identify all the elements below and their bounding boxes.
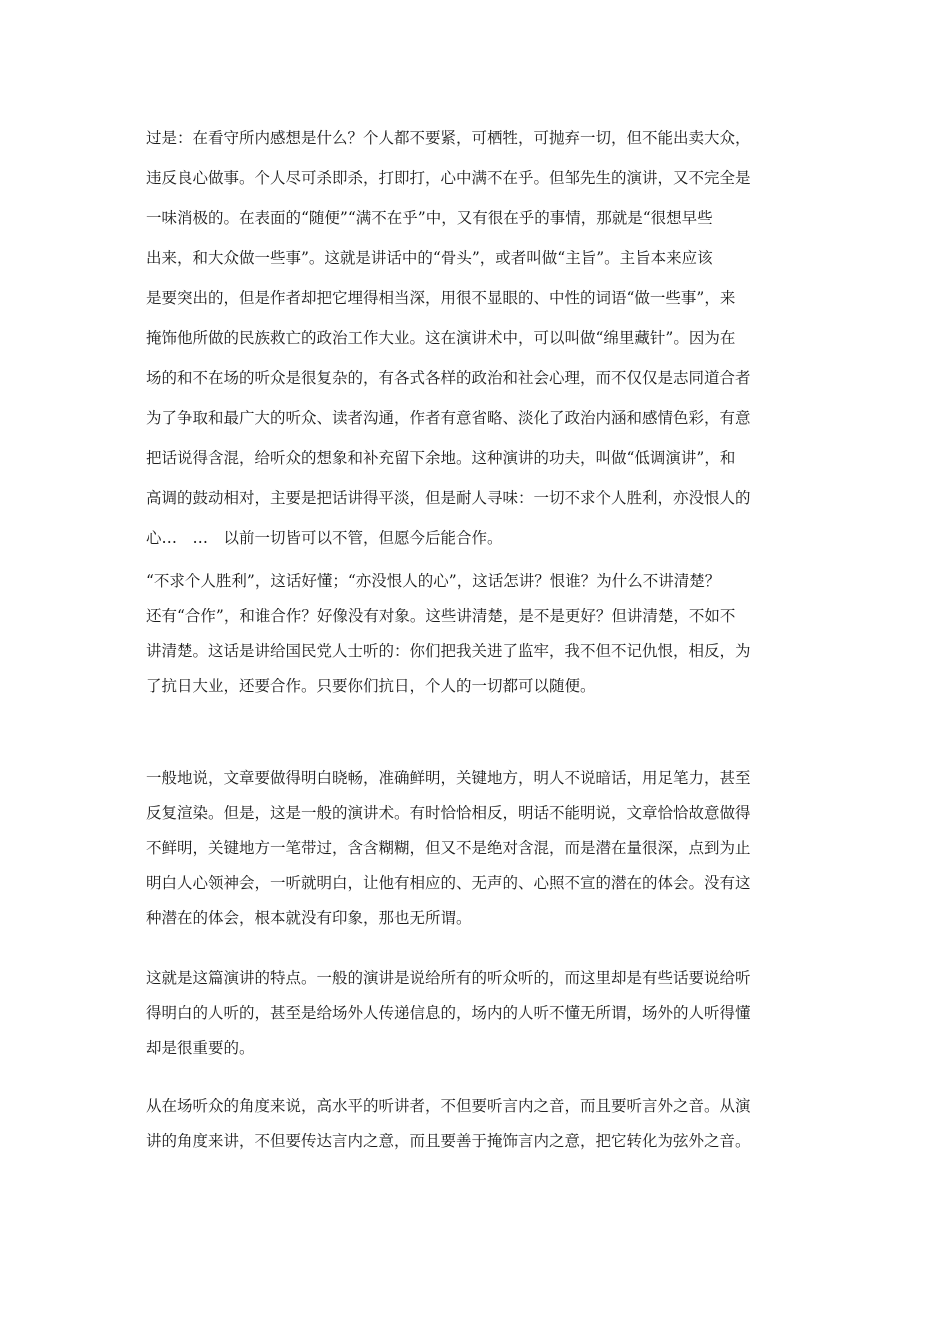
- paragraph-2: “不求个人胜利”，这话好懂；“亦没恨人的心”，这话怎讲？恨谁？为什么不讲清楚？ 还有“合作”，和谁合作？好像没有对象。这些讲清楚，是不是更好？但讲清楚，不如不 讲清楚。这话是讲给国民党人士听的：你们把我关进了监牢，我不但不记仇恨，相反，为 了抗日大业，还要合作。只要你们抗日，个人的一切都可以随便。: [146, 572, 751, 695]
- paragraph-5: 从在场听众的角度来说，高水平的听讲者，不但要听言内之音，而且要听言外之音。从演 讲的角度来讲，不但要传达言内之意，而且要善于掩饰言内之意，把它转化为弦外之音。: [146, 1097, 751, 1150]
- paragraph-3: 一般地说，文章要做得明白晓畅，准确鲜明，关键地方，明人不说暗话，用足笔力，甚至 反复渲染。但是，这是一般的演讲术。有时恰恰相反，明话不能明说，文章恰恰故意做得 不鲜明，关键地方一笔带过，含含糊糊，但又不是绝对含混，而是潜在量很深，点到为止 明白人心领神会，一听就明白，让他有相应的、无声的、心照不宣的潜在的体会。没有这 种潜在的体会，根本就没有印象，那也无所谓。: [146, 769, 751, 927]
- paragraph-1: 过是：在看守所内感想是什么？个人都不要紧，可栖牲，可抛弃一切，但不能出卖大众， 违反良心做事。个人尽可杀即杀，打即打，心中满不在乎。但邹先生的演讲，又不完全是 一味消极的。在表面的“随便”“满不在乎”中，又有很在乎的事情，那就是“很想早些 出来，和大众做一些事”。这就是讲话中的“骨头”，或者叫做“主旨”。主旨本来应该 是要突出的，但是作者却把它埋得相当深，用很不显眼的、中性的词语“做一些事”，来 掩饰他所做的民族救亡的政治工作大业。这在演讲术中，可以叫做“绵里藏针”。因为在 场的和不在场的听众是很复杂的，有各式各样的政治和社会心理，而不仅仅是志同道合者 为了争取和最广大的听众、读者沟通，作者有意省略、淡化了政治内涵和感情色彩，有意 把话说得含混，给听众的想象和补充留下余地。这种演讲的功夫，叫做“低调演讲”，和 高调的鼓动相对，主要是把话讲得平淡，但是耐人寻味：一切不求个人胜利，亦没恨人的 心… … 以前一切皆可以不管，但愿今后能合作。: [146, 129, 751, 547]
- paragraph-4: 这就是这篇演讲的特点。一般的演讲是说给所有的听众听的，而这里却是有些话要说给听 得明白的人听的，甚至是给场外人传递信息的，场内的人听不懂无所谓，场外的人听得懂 却是很重要的。: [146, 969, 751, 1057]
